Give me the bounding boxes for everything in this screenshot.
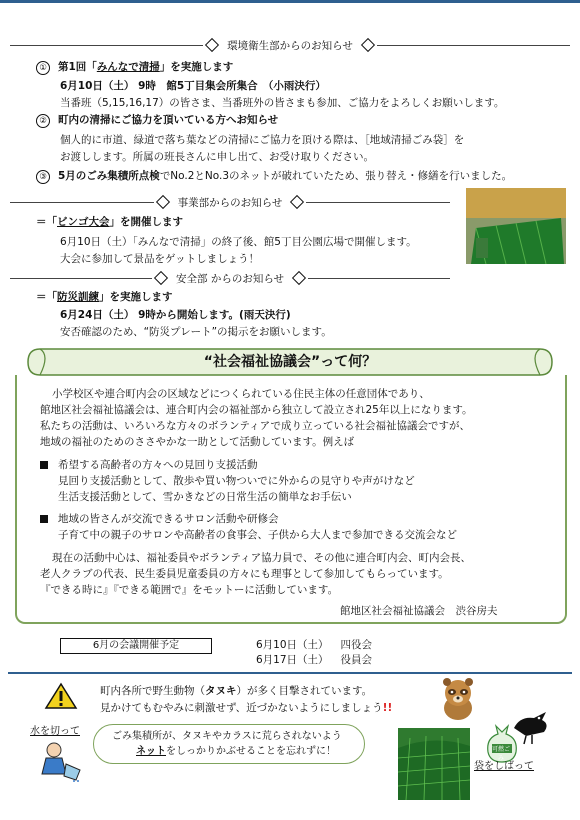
bullet-2-line: 子育て中の親子のサロンや高齢者の食事会、子供から大人まで参加できる交流会など [58,529,457,541]
shakyo-para1-line: 館地区社会福祉協議会は、連合町内会の福祉部から独立して設立され25年以上になります。 [40,404,473,416]
section-header-anzen [10,271,450,285]
env-item-1-detail: 6月10日（土） 9時 館5丁目集会所集合 （小雨決行） [60,80,326,92]
shakyo-para1-line: 小学校区や連合町内会の区域などにつくられている住民主体の任意団体であり、 [52,388,430,400]
bullet-1-line: 見回り支援活動として、散歩や買い物ついでに外からの見守りや声がけなど [58,475,415,487]
net-photo [466,188,566,264]
draining-garbage-icon [32,740,84,785]
meeting-row: 6月17日（土） 役員会 [256,654,373,666]
diamond-icon [156,195,170,209]
section-title: 事業部からのお知らせ [177,196,283,209]
diamond-icon [290,195,304,209]
square-bullet-icon [40,461,48,469]
shakyo-para2-line: 老人クラブの代表、民生委員児童委員の方々にも理事として参加してもらっています。 [40,568,449,580]
env-item-2-title: ② 町内の清掃にご協力を頂いている方へお知らせ [36,113,278,128]
env-item-1-title: ① 第1回「みんなで清掃」を実施します [36,60,233,75]
number-2-icon: ② [36,114,50,128]
env-item-2-line1: 個人的に市道、緑道で落ち葉などの清掃にご協力を頂ける際は、［地域清掃ごみ袋］を [60,134,465,146]
meeting-row: 6月10日（土） 四役会 [256,639,373,651]
anzen-line1: 6月24日（土） 9時から開始します。(雨天決行) [60,309,291,321]
diamond-icon [292,271,306,285]
section-header-env [10,38,570,52]
section-header-jigyo [10,195,450,209]
jigyo-line2: 大会に参加して景品をゲットしましょう！ [60,253,260,265]
warning-icon [44,682,78,713]
jigyo-line1: 6月10日（土）「みんなで清掃」の終了後、館5丁目公園広場で開催します。 [60,236,417,248]
tanuki-icon [436,676,480,725]
reminder-line1: ごみ集積所が、タヌキやカラスに荒らされないよう [112,731,342,742]
square-bullet-icon [40,515,48,523]
bullet-2-head: 地域の皆さんが交流できるサロン活動や研修会 [40,512,279,526]
wildlife-line2: 見かけてもむやみに刺激せず、近づかないようにしましょう!! [100,702,393,714]
reminder-line2: ネットをしっかりかぶせることを忘れずに！ [136,746,336,757]
diamond-icon [361,38,375,52]
signature: 館地区社会福祉協議会 渋谷房夫 [340,605,498,617]
env-item-3: ③ 5月のごみ集積所点検でNo.2とNo.3のネットが破れていたため、張り替え・修繕を行いました。 [36,169,512,184]
shakyo-para2-line: 『できる時に』『できる範囲で』をモットーに活動しています。 [40,584,339,596]
env-item-1-note: 当番班（5,15,16,17）の皆さま、当番班外の皆さまも参加、ご協力をよろしくお願いします。 [60,97,505,109]
wildlife-line1: 町内各所で野生動物（タヌキ）が多く目撃されています。 [100,685,373,697]
bullet-1-line: 生活支援活動として、雪かきなどの日常生活の簡単なお手伝い [58,491,352,503]
anzen-line2: 安否確認のため、“防災プレート”の掲示をお願いします。 [60,326,332,338]
jigyo-title: ＝「ビンゴ大会」を開催します [36,216,183,228]
net-photo-bottom [398,728,470,800]
water-label: 水を切って [30,726,80,737]
diamond-icon [154,271,168,285]
shakyo-para2-line: 現在の活動中心は、福祉委員やボランティア協力員で、その他に連合町内会、町内会長、 [52,552,471,564]
anzen-title: ＝「防災訓練」を実施します [36,291,173,303]
shakyo-title: “社会福祉協議会”って何？ [203,354,377,370]
env-item-2-line2: お渡しします。所属の班長さんに申し出て、お受け取りください。 [60,151,374,163]
divider [8,672,572,674]
number-3-icon: ③ [36,170,50,184]
number-1-icon: ① [36,61,50,75]
section-title: 安全部 からのお知らせ [175,272,285,285]
shakyo-para1-line: 地域の福祉のためのささやかな一助として活動しています。例えば [40,436,355,448]
shakyo-para1-line: 私たちの活動は、いろいろな方々のボランティアで成り立っている社会福祉協議会ですが、 [40,420,470,432]
top-border [0,0,580,33]
net-photo-image [466,188,566,264]
shakyo-banner [26,345,554,379]
section-title: 環境衛生部からのお知らせ [227,39,353,52]
meetings-label: 6月の会議開催予定 [60,638,212,654]
bag-label: 袋をしばって [474,761,534,772]
garbage-bag-label: 可燃ごみ [491,746,510,762]
diamond-icon [205,38,219,52]
bullet-1-head: 希望する高齢者の方々への見回り支援活動 [40,458,258,472]
